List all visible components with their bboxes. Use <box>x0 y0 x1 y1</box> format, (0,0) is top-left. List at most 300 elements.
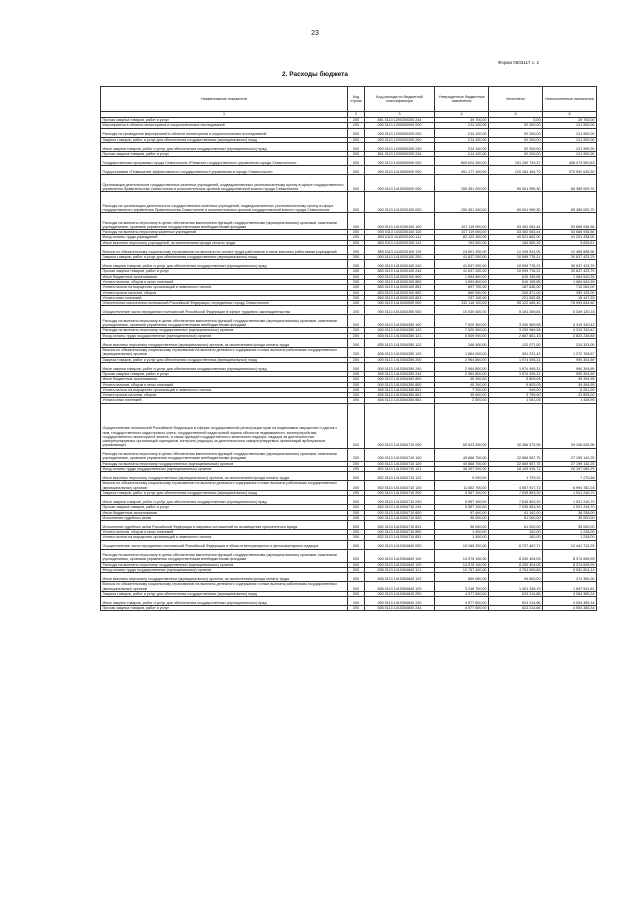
row-line-code: 200 <box>348 467 365 472</box>
row-kbk: 000 0113 1290300200 000 <box>365 128 435 137</box>
table-row <box>101 582 597 592</box>
row-kbk: 000 0113 1410354840 120 <box>365 562 435 567</box>
row-approved: 38 307 000,00 <box>435 467 489 472</box>
row-approved: 237 100,00 <box>435 295 489 300</box>
row-name: Уплата налога на имущество организаций и земельного налога <box>101 535 348 540</box>
row-line-code: 200 <box>348 398 365 403</box>
row-unexecuted: 224 323,00 <box>543 339 597 348</box>
table-row <box>101 481 597 491</box>
row-executed: 92 200,00 <box>489 142 543 151</box>
row-unexecuted: 1 921 246,70 <box>543 496 597 505</box>
row-name: Взносы по обязательному социальному страхованию на выплаты денежного содержания и иные выплаты работникам государственных (муниципальных) органов <box>101 582 348 592</box>
row-executed: 1 401 158,19 <box>489 582 543 592</box>
row-executed: 523 214,66 <box>489 597 543 606</box>
row-kbk: 000 0113 1410354710 200 <box>365 490 435 495</box>
row-executed: 162,00 <box>489 535 543 540</box>
row-executed: 120 184 464,70 <box>489 166 543 175</box>
row-name: Расходы на выплаты персоналу государственных (муниципальных) органов <box>101 461 348 466</box>
row-kbk: 000 0113 1410200000 000 <box>365 175 435 192</box>
row-approved: 9 557 100,00 <box>435 505 489 510</box>
row-unexecuted: 9 839,61 <box>543 240 597 245</box>
row-executed: 53 452 063,44 <box>489 213 543 230</box>
row-approved: 24 801 200,00 <box>435 246 489 255</box>
row-line-code: 200 <box>348 137 365 142</box>
row-name: Расходы на выплаты персоналу в целях обеспечения выполнения функций государственными (муниципальными) органами, казенными учреждениями, органами управления государственными внебюджетными фондами <box>101 213 348 230</box>
table-row <box>101 540 597 549</box>
row-executed: 92 200,00 <box>489 128 543 137</box>
row-line-code: 200 <box>348 255 365 260</box>
row-kbk: 000 0113 1410354840 240 <box>365 597 435 606</box>
row-name: Закупка товаров, работ и услуг для обеспечения государственных (муниципальных) нужд <box>101 137 348 142</box>
row-name: Государственная программа города Севастополя «Развитие государственного управления города Севастополя» <box>101 157 348 166</box>
row-name: Осуществление полномочий Российской Федерации в сферах государственной регистрации прав на недвижимое имущество и сделок с ним, государственного кадастрового учета, государственной кадастровой оценки объектов недвижимости, землеустройства, государственного мониторинга земель, а также функций государственного земельного надзора, надзора за деятельностью саморегулируемых организаций оценщиков, контроля (надзора) за деятельностью саморегулируемых организаций арбитражных управляющих <box>101 403 348 448</box>
row-name: Иные выплаты персоналу государственных (муниципальных) органов, за исключением фонда оплаты труда <box>101 472 348 481</box>
row-kbk: 832 0113 1410354710 244 <box>365 505 435 510</box>
row-executed: 4 557 917,72 <box>489 481 543 491</box>
row-kbk: 835 0113 1410354350 244 <box>365 371 435 376</box>
row-approved: 2 964 800,00 <box>435 357 489 362</box>
col-number: 5 <box>489 112 543 118</box>
row-approved: 39 700,00 <box>435 118 489 123</box>
row-name: Уплата налогов, сборов и иных платежей <box>101 279 348 284</box>
row-unexecuted: 990 304,69 <box>543 362 597 371</box>
row-line-code: 200 <box>348 235 365 240</box>
row-line-code: 200 <box>348 573 365 582</box>
row-approved: 96 000,00 <box>435 521 489 530</box>
row-name: Расходы на выплаты персоналу казенных учреждений <box>101 230 348 235</box>
row-approved: 96 000,00 <box>435 515 489 520</box>
row-unexecuted: 121 900,00 <box>543 128 597 137</box>
row-approved: 132 116 100,00 <box>435 301 489 306</box>
row-unexecuted: 5 349 130,16 <box>543 306 597 315</box>
row-kbk: 000 0113 1410354350 000 <box>365 306 435 315</box>
row-approved: 4 577 600,00 <box>435 606 489 611</box>
row-line-code: 200 <box>348 582 365 592</box>
row-approved: 560 000,00 <box>435 290 489 295</box>
row-unexecuted: 12 455 658,95 <box>543 246 597 255</box>
row-executed: 61 162,00 <box>489 510 543 515</box>
row-name: Расходы на выплаты персоналу государственных (муниципальных) органов <box>101 562 348 567</box>
table-row <box>101 306 597 315</box>
row-line-code: 200 <box>348 260 365 269</box>
row-executed: 184 660,39 <box>489 240 543 245</box>
row-kbk: 851 0113 1290200200 244 <box>365 118 435 123</box>
row-executed: 523 214,66 <box>489 591 543 596</box>
row-kbk: 835 0113 1410354350 122 <box>365 339 435 348</box>
row-name: Иные бюджетные ассигнования <box>101 377 348 382</box>
row-name: Иные закупки товаров, работ и услуг для обеспечения государственных (муниципальных) нужд <box>101 362 348 371</box>
table-row <box>101 362 597 371</box>
row-kbk: 835 0113 1410354350 851 <box>365 387 435 392</box>
table-row <box>101 606 597 611</box>
row-unexecuted: 2 822 238,85 <box>543 333 597 338</box>
row-line-code: 200 <box>348 393 365 398</box>
row-kbk: 000 0113 1410354350 850 <box>365 382 435 387</box>
row-name: Прочая закупка товаров, работ и услуг <box>101 118 348 123</box>
row-name: Прочая закупка товаров, работ и услуг <box>101 151 348 156</box>
row-approved: 41 637 200,00 <box>435 269 489 274</box>
row-kbk: 853 0113 1410200100 119 <box>365 246 435 255</box>
table-row <box>101 348 597 358</box>
row-approved: 1 694 800,00 <box>435 279 489 284</box>
row-name: Фонд оплаты труда государственных (муниципальных) органов <box>101 333 348 338</box>
row-executed: 5 805,05 <box>489 382 543 387</box>
row-executed: 162,00 <box>489 530 543 535</box>
row-line-code: 200 <box>348 403 365 448</box>
col-header-name: Наименование показателя <box>101 87 348 112</box>
row-kbk: 832 0113 1410354710 121 <box>365 467 435 472</box>
row-kbk: 000 0113 1410354350 240 <box>365 362 435 371</box>
row-kbk: 000 0113 1410354710 850 <box>365 530 435 535</box>
row-line-code: 200 <box>348 123 365 128</box>
row-executed: 200 871,00 <box>489 290 543 295</box>
row-line-code: 200 <box>348 306 365 315</box>
row-line-code: 200 <box>348 357 365 362</box>
row-executed: 94 650,00 <box>489 573 543 582</box>
table-row <box>101 157 597 166</box>
row-line-code: 200 <box>348 362 365 371</box>
col-header-approved: Утвержденные бюджетные назначения <box>435 87 489 112</box>
row-name: Иные выплаты персоналу учреждений, за исключением фонда оплаты труда <box>101 240 348 245</box>
row-approved: 897 700,00 <box>435 285 489 290</box>
row-name: Уплата налогов, сборов и иных платежей <box>101 530 348 535</box>
row-line-code: 200 <box>348 274 365 279</box>
row-approved: 150 451 000,00 <box>435 175 489 192</box>
table-body <box>101 118 597 611</box>
row-line-code: 200 <box>348 597 365 606</box>
page-number: 23 <box>311 30 319 37</box>
row-executed: 22 669 557,75 <box>489 461 543 466</box>
row-approved: 491 177 100,00 <box>435 166 489 175</box>
row-approved: 1 400,00 <box>435 530 489 535</box>
row-line-code: 200 <box>348 535 365 540</box>
row-line-code: 200 <box>348 348 365 358</box>
row-kbk: 835 0113 1410354350 852 <box>365 393 435 398</box>
row-kbk: 836 0113 1410354840 129 <box>365 582 435 592</box>
row-executed: 3 795,00 <box>489 393 543 398</box>
row-executed: 1 729,32 <box>489 472 543 481</box>
row-unexecuted: 15 447,35 <box>543 295 597 300</box>
row-unexecuted: 4 319 330,42 <box>543 328 597 333</box>
row-unexecuted: 4 054 385,34 <box>543 606 597 611</box>
row-name: Организация деятельности государственных казенных учреждений, подведомственных уполномоченному органу в сфере государственного управления Правительства Севастополя и исполнительных органов государственной власти города Севастополя <box>101 175 348 192</box>
row-kbk: 000 0113 1290300000 000 <box>365 123 435 128</box>
row-approved: 41 637 200,00 <box>435 260 489 269</box>
row-kbk: 853 0113 1410200100 853 <box>365 295 435 300</box>
row-line-code: 200 <box>348 567 365 572</box>
row-executed: 1 974 495,31 <box>489 362 543 371</box>
row-executed: 7 635 853,30 <box>489 505 543 510</box>
row-unexecuted: 359 129,00 <box>543 290 597 295</box>
row-executed: 61 000,00 <box>489 521 543 530</box>
row-name: Взносы по обязательному социальному страхованию на выплаты денежного содержания и иные выплаты работникам государственных (муниципальных) органов <box>101 348 348 358</box>
row-approved: 3 248 700,00 <box>435 582 489 592</box>
row-executed: 221 652,65 <box>489 295 543 300</box>
row-executed: 5 805,05 <box>489 377 543 382</box>
row-approved: 45 300,00 <box>435 377 489 382</box>
row-unexecuted: 36 238,00 <box>543 510 597 515</box>
row-line-code: 200 <box>348 606 365 611</box>
row-kbk: 853 0113 1410200100 851 <box>365 285 435 290</box>
row-kbk: 000 0113 1410354840 200 <box>365 591 435 596</box>
row-line-code: 200 <box>348 240 365 245</box>
row-name: Прочая закупка товаров, работ и услуг <box>101 505 348 510</box>
row-unexecuted: 1 238,00 <box>543 530 597 535</box>
row-kbk: 836 0113 1410354840 121 <box>365 567 435 572</box>
row-executed: 523 214,66 <box>489 606 543 611</box>
col-number: 2 <box>348 112 365 118</box>
row-unexecuted: 30 637 423,79 <box>543 269 597 274</box>
row-unexecuted: 6 251,00 <box>543 387 597 392</box>
row-approved: 4 577 600,00 <box>435 591 489 596</box>
row-name: Закупка товаров, работ и услуг для обеспечения государственных (муниципальных) нужд <box>101 357 348 362</box>
row-kbk: 000 0113 1410200100 200 <box>365 255 435 260</box>
row-kbk: 000 0113 1410354350 100 <box>365 315 435 328</box>
row-unexecuted: 85 389 000,70 <box>543 192 597 213</box>
row-unexecuted: 1 238,00 <box>543 535 597 540</box>
row-kbk: 832 0113 1410354710 122 <box>365 472 435 481</box>
row-line-code: 200 <box>348 382 365 387</box>
row-unexecuted: 710 064,00 <box>543 285 597 290</box>
row-executed: 1 061,05 <box>489 398 543 403</box>
row-approved: 7 520 300,00 <box>435 328 489 333</box>
row-unexecuted: 30 637 423,79 <box>543 260 597 269</box>
form-code: Форма 0503117 с. 2 <box>498 60 539 65</box>
row-line-code: 200 <box>348 515 365 520</box>
row-name: Расходы на выплаты персоналу государственных (муниципальных) органов <box>101 328 348 333</box>
row-approved: 97 400,00 <box>435 510 489 515</box>
row-approved: 194 500,00 <box>435 240 489 245</box>
row-line-code: 200 <box>348 246 365 255</box>
row-name: Мероприятия в области мониторинга и социологических исследований <box>101 123 348 128</box>
row-kbk: 000 0113 1410354350 200 <box>365 357 435 362</box>
row-executed: 949,00 <box>489 387 543 392</box>
table-row <box>101 175 597 192</box>
row-kbk: 853 0113 1410200100 111 <box>365 235 435 240</box>
row-line-code: 200 <box>348 387 365 392</box>
row-executed: 1 974 495,31 <box>489 371 543 376</box>
row-name: Фонд оплаты труда государственных (муниципальных) органов <box>101 567 348 572</box>
row-line-code: 200 <box>348 301 365 306</box>
row-name: Расходы на выплаты персоналу в целях обеспечения выполнения функций государственными (муниципальными) органами, казенными учреждениями, органами управления государственными внебюджетными фондами <box>101 315 348 328</box>
row-kbk: 853 0113 1410200100 112 <box>365 240 435 245</box>
row-executed: 6 200 404,05 <box>489 549 543 562</box>
col-header-executed: Исполнено <box>489 87 543 112</box>
row-executed: 2 687 661,15 <box>489 333 543 338</box>
row-unexecuted: 53 666 936,56 <box>543 213 597 230</box>
table-row <box>101 403 597 448</box>
table-row <box>101 573 597 582</box>
row-executed: 3 200 969,58 <box>489 328 543 333</box>
row-executed: 30 366 573,05 <box>489 403 543 448</box>
row-unexecuted: 85 389 000,70 <box>543 175 597 192</box>
row-line-code: 200 <box>348 285 365 290</box>
row-unexecuted: 12 441 712,29 <box>543 540 597 549</box>
row-approved: 11 552 700,00 <box>435 481 489 491</box>
row-unexecuted: 6 994 782,28 <box>543 481 597 491</box>
table-row <box>101 246 597 255</box>
row-unexecuted: 990 304,69 <box>543 357 597 362</box>
row-name: Иные бюджетные ассигнования <box>101 510 348 515</box>
row-unexecuted: 27 199 142,25 <box>543 461 597 466</box>
row-name: Уплата налога на имущество организаций и земельного налога <box>101 387 348 392</box>
row-unexecuted: 39 494,95 <box>543 382 597 387</box>
row-executed: 10 999 776,21 <box>489 269 543 274</box>
row-name: Иные закупки товаров, работ и услуг для обеспечения государственных (муниципальных) нужд <box>101 260 348 269</box>
row-unexecuted: 1 438,95 <box>543 398 597 403</box>
row-name: Уплата налога на имущество организаций и земельного налога <box>101 285 348 290</box>
row-name: Взносы по обязательному социальному страхованию на выплаты денежного содержания и иные выплаты работникам государственных (муниципальных) органов <box>101 481 348 491</box>
row-name: Фонд оплаты труда учреждений <box>101 235 348 240</box>
table-row <box>101 496 597 505</box>
row-executed: 122 077,00 <box>489 339 543 348</box>
row-approved: 2 500,00 <box>435 398 489 403</box>
row-unexecuted: 1 084 640,35 <box>543 274 597 279</box>
table-row <box>101 213 597 230</box>
row-name: Уплата прочих налогов, сборов <box>101 290 348 295</box>
row-line-code: 200 <box>348 142 365 151</box>
table-row <box>101 448 597 461</box>
row-executed: 65 061 999,30 <box>489 175 543 192</box>
row-unexecuted: 1 272 768,57 <box>543 348 597 358</box>
row-kbk: 853 0113 1410200100 852 <box>365 290 435 295</box>
row-executed: 40 921 862,00 <box>489 235 543 240</box>
row-kbk: 000 0113 1410200100 240 <box>365 260 435 269</box>
row-line-code: 200 <box>348 472 365 481</box>
row-name: Осуществление части переданных полномочий Российской Федерации в сфере трудового законодательства <box>101 306 348 315</box>
row-name: Фонд оплаты труда государственных (муниципальных) органов <box>101 467 348 472</box>
row-approved: 82 123 300,00 <box>435 235 489 240</box>
row-line-code: 200 <box>348 549 365 562</box>
row-name: Прочая закупка товаров, работ и услуг <box>101 269 348 274</box>
row-line-code: 200 <box>348 230 365 235</box>
row-approved: 41 637 200,00 <box>435 255 489 260</box>
row-unexecuted: 458 473 550,63 <box>543 157 597 166</box>
row-approved: 19 169 200,00 <box>435 540 489 549</box>
row-name: Прочая закупка товаров, работ и услуг <box>101 371 348 376</box>
row-unexecuted: 39 700,00 <box>543 118 597 123</box>
table-row <box>101 521 597 530</box>
section-title: 2. Расходы бюджета <box>282 71 348 78</box>
row-unexecuted: 990 304,69 <box>543 371 597 376</box>
row-line-code: 200 <box>348 315 365 328</box>
row-unexecuted: 121 900,00 <box>543 137 597 142</box>
row-line-code: 200 <box>348 192 365 213</box>
row-executed: 92 200,00 <box>489 137 543 142</box>
row-kbk: 832 0113 1410354710 831 <box>365 521 435 530</box>
table-row <box>101 339 597 348</box>
row-unexecuted: 8 374 695,95 <box>543 549 597 562</box>
row-unexecuted: 27 199 142,25 <box>543 448 597 461</box>
row-kbk: 851 0113 1290300200 244 <box>365 151 435 156</box>
col-header-unexecuted: Неисполненные назначения <box>543 87 597 112</box>
row-kbk: 000 0113 1410200100 800 <box>365 274 435 279</box>
row-unexecuted: 35 000,00 <box>543 521 597 530</box>
row-name: Осуществление части переданных полномочий Российской Федерации в области ветеринарного и фитосанитарного надзора <box>101 540 348 549</box>
row-executed: 12 345 541,05 <box>489 246 543 255</box>
row-line-code: 200 <box>348 128 365 137</box>
row-line-code: 200 <box>348 157 365 166</box>
row-approved: 9 557 100,00 <box>435 490 489 495</box>
row-kbk: 000 0113 1410300000 000 <box>365 301 435 306</box>
row-unexecuted: 121 900,00 <box>543 123 597 128</box>
row-line-code: 200 <box>348 175 365 192</box>
row-name: Иные закупки товаров, работ и услуг для обеспечения государственных (муниципальных) нужд <box>101 142 348 151</box>
row-kbk: 000 0113 1290300200 240 <box>365 142 435 151</box>
row-unexecuted: 20 197 089,29 <box>543 467 597 472</box>
row-line-code: 200 <box>348 521 365 530</box>
row-name: Уплата иных платежей <box>101 295 348 300</box>
col-number: 6 <box>543 112 597 118</box>
row-executed: 92 200,00 <box>489 123 543 128</box>
row-line-code: 200 <box>348 166 365 175</box>
row-executed: 53 452 063,44 <box>489 230 543 235</box>
col-number: 3 <box>365 112 435 118</box>
row-executed: 1 974 495,31 <box>489 357 543 362</box>
row-unexecuted: 8 374 695,95 <box>543 562 597 567</box>
row-line-code: 200 <box>348 339 365 348</box>
row-unexecuted: 31 805,00 <box>543 393 597 398</box>
row-unexecuted: 29 156 626,95 <box>543 403 597 448</box>
row-executed: 151 150 749,37 <box>489 157 543 166</box>
row-unexecuted: 474 350,00 <box>543 573 597 582</box>
row-name: Закупка товаров, работ и услуг для обеспечения государственных (муниципальных) нужд <box>101 490 348 495</box>
row-executed: 4 704 595,86 <box>489 567 543 572</box>
row-name: Расходы на выплаты персоналу в целях обеспечения выполнения функций государственными (муниципальными) органами, казенными учреждениями, органами управления государственными внебюджетными фондами <box>101 448 348 461</box>
row-unexecuted: 76 993 634,60 <box>543 301 597 306</box>
table-row <box>101 260 597 269</box>
row-unexecuted: 30 637 423,79 <box>543 255 597 260</box>
row-executed: 0,00 <box>489 118 543 123</box>
row-approved: 107 119 000,00 <box>435 230 489 235</box>
row-unexecuted: 6 052 804,14 <box>543 567 597 572</box>
row-name: Уплата налогов, сборов и иных платежей <box>101 382 348 387</box>
row-kbk: 000 0113 1410200100 100 <box>365 213 435 230</box>
row-unexecuted: 4 319 330,42 <box>543 315 597 328</box>
row-unexecuted: 7 270,68 <box>543 472 597 481</box>
row-executed: 61 000,00 <box>489 515 543 520</box>
row-kbk: 000 0113 1290300200 200 <box>365 137 435 142</box>
row-approved: 49 868 700,00 <box>435 461 489 466</box>
row-name: Иные выплаты персоналу государственных (муниципальных) органов, за исключением фонда оплаты труда <box>101 573 348 582</box>
row-name: Расходы на организацию деятельности государственных казенных учреждений, подведомственных уполномоченному органу в сфере государственного управления Правительства Севастополя и исполнительных органов государственной власти города Севастополя <box>101 192 348 213</box>
row-approved: 49 868 700,00 <box>435 448 489 461</box>
row-name: Прочая закупка товаров, работ и услуг <box>101 606 348 611</box>
row-executed: 610 159,65 <box>489 279 543 284</box>
row-executed: 55 122 465,40 <box>489 301 543 306</box>
row-kbk: 835 0113 1410354350 121 <box>365 333 435 338</box>
row-kbk: 000 0113 1410354840 000 <box>365 540 435 549</box>
row-name: Исполнение судебных актов <box>101 515 348 520</box>
row-kbk: 000 0113 1410354710 100 <box>365 448 435 461</box>
row-unexecuted: 370 992 635,30 <box>543 166 597 175</box>
row-name: Иные закупки товаров, работ и услуг для обеспечения государственных (муниципальных) нужд <box>101 496 348 505</box>
row-kbk: 835 0113 1410354350 129 <box>365 348 435 358</box>
row-name: Расходы на выплаты персоналу в целях обеспечения выполнения функций государственными (муниципальными) органами, казенными учреждениями, органами управления государственными внебюджетными фондами <box>101 549 348 562</box>
row-approved: 214 100,00 <box>435 151 489 156</box>
row-approved: 5 509 900,00 <box>435 333 489 338</box>
row-line-code: 200 <box>348 530 365 535</box>
row-line-code: 200 <box>348 371 365 376</box>
row-line-code: 200 <box>348 118 365 123</box>
table-row <box>101 142 597 151</box>
row-executed: 6 727 467,71 <box>489 540 543 549</box>
row-kbk: 832 0113 1410354710 851 <box>365 535 435 540</box>
row-name: Расходы на проведение мероприятий в области мониторинга и социологических исследований <box>101 128 348 137</box>
row-approved: 609 624 300,00 <box>435 157 489 166</box>
row-kbk: 000 0113 1410354710 000 <box>365 403 435 448</box>
row-approved: 214 100,00 <box>435 137 489 142</box>
